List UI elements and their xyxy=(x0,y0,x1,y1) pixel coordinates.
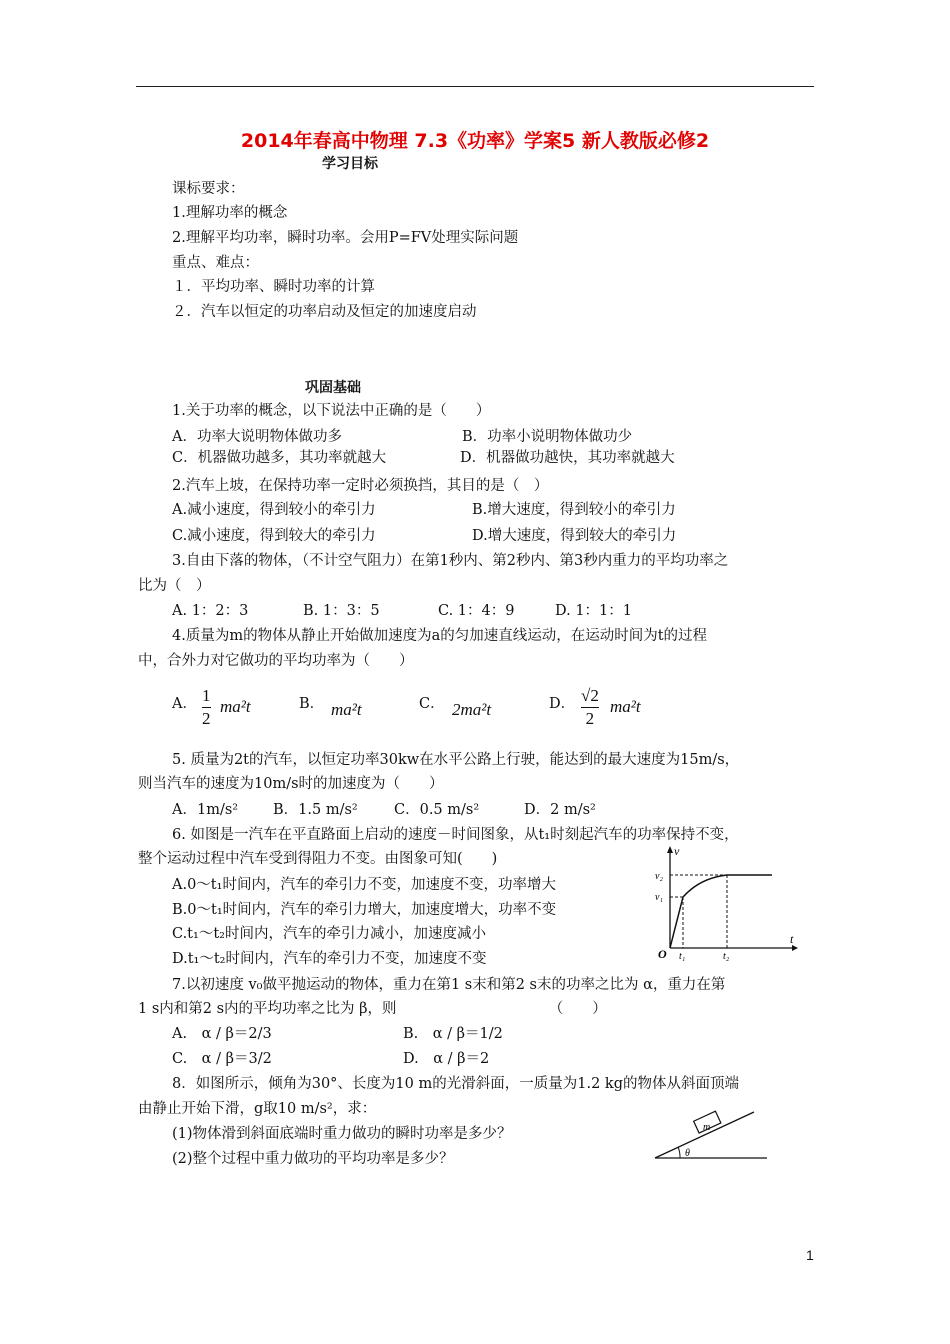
requirements-label: 课标要求： xyxy=(172,181,245,197)
origin-label: O xyxy=(658,947,667,961)
q4-option-c-term: 2ma²t xyxy=(452,700,492,719)
q4-fraction-sqrt xyxy=(581,685,599,730)
question-7-stem-cont: 1 s内和第2 s内的平均功率之比为 β，则 （ ） xyxy=(138,1001,607,1017)
q5-option-b: B．1.5 m/s² xyxy=(273,802,358,818)
objective-item: 1.理解功率的概念 xyxy=(172,205,288,221)
q7-option-a: A. α / β＝2/3 xyxy=(172,1026,272,1042)
v2-label: v₂ xyxy=(655,871,663,882)
question-2-stem: 2.汽车上坡，在保持功率一定时必须换挡，其目的是（ ） xyxy=(172,478,549,494)
question-4-stem-cont: 中，合外力对它做功的平均功率为（ ） xyxy=(138,653,414,669)
question-7-stem: 7.以初速度 v₀做平抛运动的物体，重力在第1 s末和第2 s末的功率之比为 α，重力在第 xyxy=(172,977,726,993)
q4-option-d-label: D． xyxy=(549,696,576,712)
q1-option-b: B．功率小说明物体做功少 xyxy=(462,429,633,445)
q3-option-c: C. 1：4：9 xyxy=(438,603,515,619)
q7-option-c: C. α / β＝3/2 xyxy=(172,1051,272,1067)
block-mass-label: m xyxy=(703,1122,711,1133)
q2-option-a: A.减小速度，得到较小的牵引力 xyxy=(172,502,376,518)
question-8-stem-cont: 由静止开始下滑，g取10 m/s²，求： xyxy=(138,1101,377,1117)
t-axis-label: t xyxy=(790,932,794,946)
q4-fraction-half xyxy=(202,685,211,730)
angle-label: θ xyxy=(685,1148,690,1159)
q8-part-2: (2)整个过程中重力做功的平均功率是多少？ xyxy=(172,1151,454,1167)
q5-option-d: D．2 m/s² xyxy=(524,802,596,818)
incline-diagram xyxy=(652,1106,772,1162)
v-axis-arrow-icon xyxy=(667,846,673,853)
objectives-heading: 学习目标 xyxy=(322,156,378,172)
q6-option-c: C.t₁～t₂时间内，汽车的牵引力减小，加速度减小 xyxy=(172,926,486,942)
angle-arc xyxy=(678,1147,680,1158)
q4-option-a-term: ma²t xyxy=(220,697,251,716)
objective-item: 2.理解平均功率，瞬时功率。会用P=FV处理实际问题 xyxy=(172,230,519,246)
question-1-stem: 1.关于功率的概念，以下说法中正确的是（ ） xyxy=(172,403,491,419)
v1-label: v₁ xyxy=(655,892,663,903)
question-6-stem: 6. 如图是一汽车在平直路面上启动的速度－时间图象，从t₁时刻起汽车的功率保持不变， xyxy=(172,827,739,843)
q2-option-b: B.增大速度，得到较小的牵引力 xyxy=(472,502,676,518)
fraction-denominator: 2 xyxy=(585,709,595,728)
q4-option-c-label: C． xyxy=(419,696,445,712)
page-number: 1 xyxy=(806,1247,814,1263)
key-point-item: １．平均功率、瞬时功率的计算 xyxy=(172,279,375,295)
t2-label: t₂ xyxy=(723,951,730,962)
q3-option-b: B. 1：3：5 xyxy=(303,603,380,619)
velocity-curve xyxy=(670,875,772,948)
q2-option-d: D.增大速度，得到较大的牵引力 xyxy=(472,528,677,544)
q6-option-d: D.t₁～t₂时间内，汽车的牵引力不变，加速度不变 xyxy=(172,951,487,967)
fraction-numerator: 1 xyxy=(202,686,211,705)
q7-option-b: B. α / β＝1/2 xyxy=(403,1026,503,1042)
q5-option-a: A．1m/s² xyxy=(172,802,239,818)
key-points-label: 重点、难点： xyxy=(172,255,259,271)
fraction-denominator: 2 xyxy=(202,709,211,728)
q3-option-d: D. 1：1：1 xyxy=(555,603,633,619)
question-5-stem-cont: 则当汽车的速度为10m/s时的加速度为（ ） xyxy=(138,776,444,792)
v-axis-label: v xyxy=(674,844,680,858)
q5-option-c: C．0.5 m/s² xyxy=(394,802,480,818)
question-5-stem: 5. 质量为2t的汽车，以恒定功率30kw在水平公路上行驶，能达到的最大速度为15m/s， xyxy=(172,752,740,768)
q4-option-d-term: ma²t xyxy=(610,697,641,716)
q4-option-a-label: A． xyxy=(172,696,197,712)
basics-heading: 巩固基础 xyxy=(305,380,361,396)
question-8-stem: 8．如图所示，倾角为30°、长度为10 m的光滑斜面，一质量为1.2 kg的物体从斜面顶端 xyxy=(172,1076,739,1092)
q4-option-b-label: B． xyxy=(299,696,325,712)
q8-part-1: (1)物体滑到斜面底端时重力做功的瞬时功率是多少？ xyxy=(172,1126,512,1142)
question-6-stem-cont: 整个运动过程中汽车受到得阻力不变。由图象可知( ) xyxy=(138,851,498,867)
q1-option-d: D．机器做功越快，其功率就越大 xyxy=(460,450,675,466)
fraction-numerator: √2 xyxy=(581,686,599,705)
q7-option-d: D. α / β＝2 xyxy=(403,1051,490,1067)
key-point-item: ２．汽车以恒定的功率启动及恒定的加速度启动 xyxy=(172,304,477,320)
q1-option-c: C．机器做功越多，其功率就越大 xyxy=(172,450,387,466)
document-title: 2014年春高中物理 7.3《功率》学案5 新人教版必修2 xyxy=(240,130,710,152)
q6-option-a: A.0～t₁时间内，汽车的牵引力不变，加速度不变，功率增大 xyxy=(172,877,556,893)
t1-label: t₁ xyxy=(679,951,686,962)
velocity-time-graph xyxy=(650,842,800,962)
q3-option-a: A. 1：2：3 xyxy=(172,603,249,619)
q2-option-c: C.减小速度，得到较大的牵引力 xyxy=(172,528,376,544)
question-4-stem: 4.质量为m的物体从静止开始做加速度为a的匀加速直线运动，在运动时间为t的过程 xyxy=(172,628,708,644)
question-3-stem: 3.自由下落的物体，（不计空气阻力）在第1秒内、第2秒内、第3秒内重力的平均功率之 xyxy=(172,553,729,569)
header-rule xyxy=(136,86,814,87)
q6-option-b: B.0～t₁时间内，汽车的牵引力增大，加速度增大，功率不变 xyxy=(172,902,557,918)
q1-option-a: A．功率大说明物体做功多 xyxy=(172,429,342,445)
q4-option-b-term: ma²t xyxy=(331,700,362,719)
question-3-stem-cont: 比为（ ） xyxy=(138,578,211,594)
